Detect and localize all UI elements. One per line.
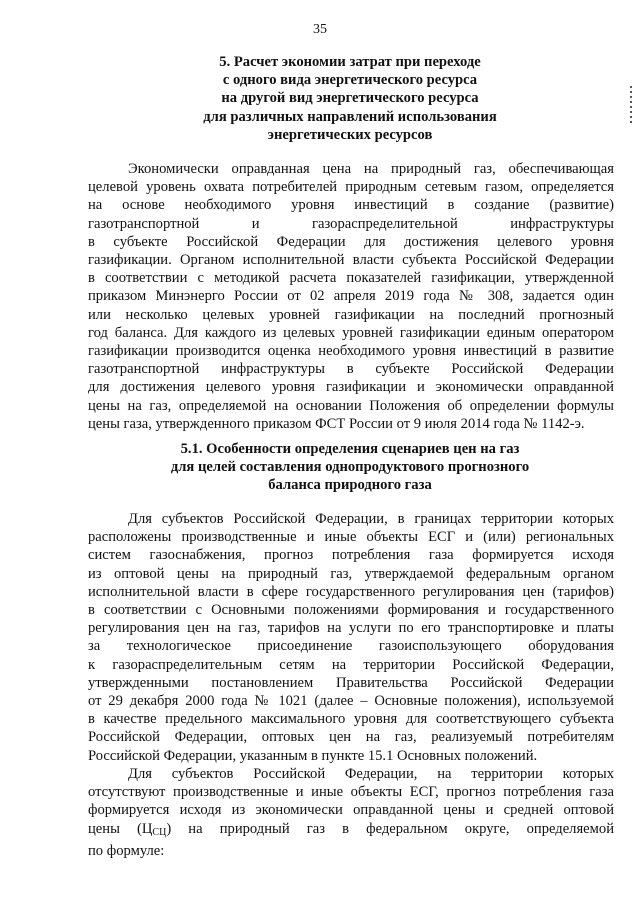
paragraph-line: Российской Федерации, указанным в пункте 15.1 Основных положений. — [88, 747, 538, 764]
paragraph-line: Российской Федерации, оптовых цен на газ, реализуемый потребителям — [88, 729, 614, 746]
section-5-1-paragraph-2 — [88, 765, 614, 860]
paragraph-line: в соответствии с методикой расчета показателей газификации, утвержденной — [88, 270, 614, 287]
price-subscript: СЦ — [152, 826, 167, 838]
heading-line: для различных направлений использования — [203, 108, 497, 125]
heading-line: для целей составления однопродуктового прогнозного — [170, 459, 530, 476]
price-text-after: ) на природный газ в федеральном округе, определяемой — [166, 820, 615, 837]
paragraph-line: формируется исходя из экономически оправданной цены и средней оптовой — [88, 802, 614, 819]
paragraph-line: от 29 декабря 2000 года № 1021 (далее – Основные положения), используемой — [88, 693, 614, 710]
paragraph-line: на основе необходимого уровня инвестиций в создание (развитие) — [88, 197, 614, 214]
heading-line: 5. Расчет экономии затрат при переходе — [219, 54, 481, 70]
heading-line: 5.1. Особенности определения сценариев цен на газ — [180, 441, 520, 457]
paragraph-line: для достижения целевого уровня газификации и экономически оправданной — [88, 379, 614, 396]
paragraph-line: газотранспортной и газораспределительной инфраструктуры — [88, 215, 614, 232]
paragraph-line: целевой уровень охвата потребителей природным сетевым газом, определяется — [88, 179, 614, 196]
paragraph-line: за технологическое присоединение газоиспользующего оборудования — [88, 638, 614, 655]
heading-line: баланса природного газа — [268, 477, 432, 494]
paragraph-line: расположены производственные и иные объекты ЕСГ и (или) региональных — [88, 529, 614, 546]
paragraph-line: из оптовой цены на природный газ, утверждаемой федеральным органом — [88, 565, 614, 582]
paragraph-line: газификации. Органом исполнительной власти субъекта Российской Федерации — [88, 252, 614, 269]
section-5-heading — [60, 53, 640, 144]
paragraph-line: по формуле: — [88, 842, 165, 859]
paragraph-line: цены на газ, определяемой на основании Положения об определении формулы — [88, 397, 614, 414]
paragraph-line: исполнительной власти в сфере государственного регулирования цен (тарифов) — [88, 583, 614, 600]
heading-line: с одного вида энергетического ресурса — [222, 72, 478, 89]
heading-line: энергетических ресурсов — [267, 126, 433, 143]
paragraph-line: Для субъектов Российской Федерации, в границах территории которых — [128, 511, 614, 527]
paragraph-line: приказом Минэнерго России от 02 апреля 2019 года № 308, задается один — [88, 288, 614, 305]
section-5-1-paragraph-1 — [88, 510, 614, 765]
section-5-1-heading — [60, 440, 640, 495]
heading-line: на другой вид энергетического ресурса — [221, 90, 479, 107]
paragraph-line: год баланса. Для каждого из целевых уровней газификации единым оператором — [88, 324, 614, 341]
paragraph-line: газотранспортной инфраструктуры в субъекте Российской Федерации — [88, 361, 614, 378]
price-text-before: цены (Ц — [88, 820, 153, 837]
paragraph-line: систем газоснабжения, прогноз потребления газа формируется исходя — [88, 547, 614, 564]
paragraph-line: или несколько целевых уровней газификации на последний прогнозный — [88, 306, 614, 323]
paragraph-line: цены газа, утвержденного приказом ФСТ России от 9 июля 2014 года № 1142-э. — [88, 415, 585, 432]
page-number: 35 — [313, 22, 327, 37]
paragraph-line: в соответствии с Основными положениями формирования и государственного — [88, 602, 614, 619]
paragraph-line: к газораспределительным сетям на территории Российской Федерации, — [88, 656, 614, 673]
paragraph-line: в качестве предельного максимального уровня для соответствующего субъекта — [88, 711, 614, 728]
price-formula-line — [88, 820, 614, 842]
paragraph-line: отсутствуют производственные и иные объекты ЕСГ, прогноз потребления газа — [88, 784, 614, 801]
paragraph-line: Экономически оправданная цена на природный газ, обеспечивающая — [128, 161, 614, 177]
section-5-paragraph — [88, 160, 614, 433]
paragraph-line: регулирования цен на газ, тарифов на услуги по его транспортировке и платы — [88, 620, 614, 637]
paragraph-line: Для субъектов Российской Федерации, на территории которых — [128, 766, 614, 782]
paragraph-line: в субъекте Российской Федерации для достижения целевого уровня — [88, 233, 614, 250]
paragraph-line: газификации производится оценка необходимого уровня инвестиций в развитие — [88, 343, 614, 360]
paragraph-line: утвержденными постановлением Правительства Российской Федерации — [88, 674, 614, 691]
